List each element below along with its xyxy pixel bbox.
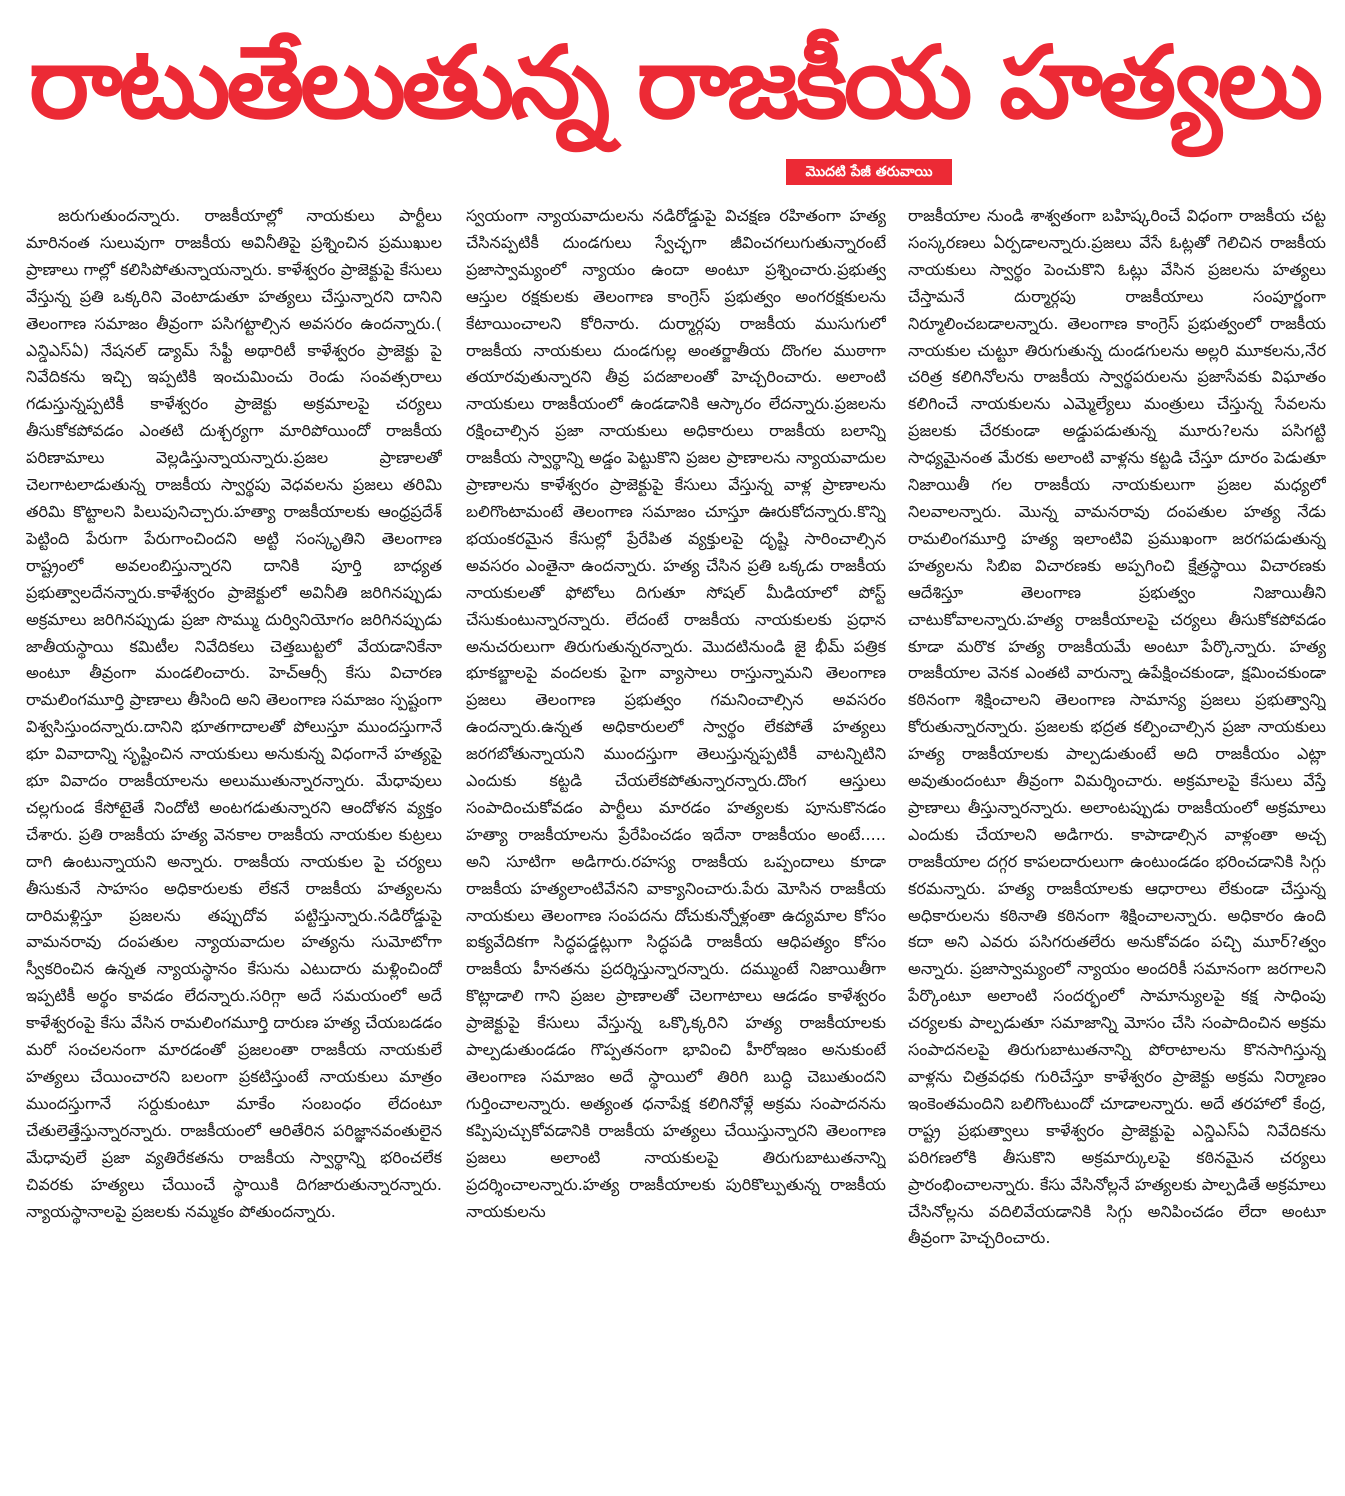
article-column-1-text: జరుగుతుందన్నారు. రాజకీయాల్లో నాయకులు పార్టీలు మారినంత సులువుగా రాజకీయ అవినీతిపై ప్రశ్నించిన ప్రముఖుల ప్రాణాలు గాల్లో కలిసిపోతున్నాయన్నారు. కాళేశ్వరం ప్రాజెక్టుపై కేసులు వేస్తున్న ప్రతి ఒక్కరిని వెంటాడుతూ హత్యలు చేస్తున్నారని దానిని తెలంగాణ సమాజం తీవ్రంగా పసిగట్టాల్సిన అవసరం ఉందన్నారు.( ఎన్డిఎస్ఏ) నేషనల్ డ్యామ్ సేఫ్టీ అథారిటీ కాళేశ్వరం ప్రాజెక్టు పై నివేదికను ఇచ్చి ఇప్పటికి ఇంచుమించు రెండు సంవత్సరాలు గడుస్తున్నప్పటికీ కాళేశ్వరం ప్రాజెక్టు అక్రమాలపై చర్యలు తీసుకోకపోవడం ఎంతటి దుశ్చర్యగా మారిపోయిందో రాజకీయ పరిణామాలు వెల్లడిస్తున్నాయన్నారు.ప్రజల ప్రాణాలతో చెలగాటలాడుతున్న రాజకీయ స్వార్థపు వెధవలను ప్రజలు తరిమి తరిమి కొట్టాలని పిలుపునిచ్చారు.హత్యా రాజకీయాలకు ఆంధ్రప్రదేశ్ పెట్టింది పేరుగా పేరుగాంచిందని అట్టి సంస్కృతిని తెలంగాణ రాష్ట్రంలో అవలంబిస్తున్నారని దానికి పూర్తి బాధ్యత ప్రభుత్వాలదేనన్నారు.కాళేశ్వరం ప్రాజెక్టులో అవినీతి జరిగినప్పుడు అక్రమాలు జరిగినప్పుడు ప్రజా సొమ్ము దుర్వినియోగం జరిగినప్పుడు జాతీయస్థాయి కమిటీల నివేదికలు చెత్తబుట్టలో వేయడానికేనా అంటూ తీవ్రంగా మండలించారు. హెచ్ఆర్సీ కేసు విచారణ రామలింగమూర్తి ప్రాణాలు తీసింది అని తెలంగాణ సమాజం స్పష్టంగా విశ్వసిస్తుందన్నారు.దానిని భూతగాదాలతో పోలుస్తూ ముందస్తుగానే భూ వివాదాన్ని సృష్టించిన నాయకులు అనుకున్న విధంగానే హత్యపై భూ వివాదం రాజకీయాలను అలుముతున్నారన్నారు. మేధావులు చల్లగుండ కేసోటైతే నిందోటి అంటగడుతున్నారని ఆందోళన వ్యక్తం చేశారు. ప్రతి రాజకీయ హత్య వెనకాల రాజకీయ నాయకుల కుట్రలు దాగి ఉంటున్నాయని అన్నారు. రాజకీయ నాయకుల పై చర్యలు తీసుకునే సాహసం అధికారులకు లేకనే రాజకీయ హత్యలను దారిమళ్లిస్తూ ప్రజలను తప్పుదోవ పట్టిస్తున్నారు.నడిరోడ్డుపై వామనరావు దంపతుల న్యాయవాదుల హత్యను సుమోటోగా స్వీకరించిన ఉన్నత న్యాయస్థానం కేసును ఎటుదారు మళ్లించిందో ఇప్పటికీ అర్థం కావడం లేదన్నారు.సరిగ్గా అదే సమయంలో అదే కాళేశ్వరంపై కేసు వేసిన రామలింగమూర్తి దారుణ హత్య చేయబడడం మరో సంచలనంగా మారడంతో ప్రజలంతా రాజకీయ నాయకులే హత్యలు చేయించారని బలంగా ప్రకటిస్తుంటే నాయకులు మాత్రం ముందస్తుగానే సర్దుకుంటూ మాకేం సంబంధం లేదంటూ చేతులెత్తేస్తున్నారన్నారు. రాజకీయంలో ఆరితేరిన పరిజ్ఞానవంతులైన మేధావులే ప్రజా వ్యతిరేకతను రాజకీయ స్వార్థాన్ని భరించలేక చివరకు హత్యలు చేయించే స్థాయికి దిగజారుతున్నారన్నారు. న్యాయస్థానాలపై ప్రజలకు నమ్మకం పోతుందన్నారు. bbox=[26, 206, 442, 1221]
article-column-2-text: స్వయంగా న్యాయవాదులను నడిరోడ్డుపై విచక్షణ రహితంగా హత్య చేసినప్పటికీ దుండగులు స్వేచ్ఛగా జీవించగలుగుతున్నారంటే ప్రజాస్వామ్యంలో న్యాయం ఉందా అంటూ ప్రశ్నించారు.ప్రభుత్వ ఆస్తుల రక్షకులకు తెలంగాణ కాంగ్రెస్ ప్రభుత్వం అంగరక్షకులను కేటాయించాలని కోరినారు. దుర్మార్గపు రాజకీయ ముసుగులో రాజకీయ నాయకులు దుండగుల్ల అంతర్జాతీయ దొంగల ముఠాగా తయారవుతున్నారని తీవ్ర పదజాలంతో హెచ్చరించారు. అలాంటి నాయకులు రాజకీయంలో ఉండడానికి ఆస్కారం లేదన్నారు.ప్రజలను రక్షించాల్సిన ప్రజా నాయకులు అధికారులు రాజకీయ బలాన్ని రాజకీయ స్వార్థాన్ని అడ్డం పెట్టుకొని ప్రజల ప్రాణాలను న్యాయవాదుల ప్రాణాలను కాళేశ్వరం ప్రాజెక్టుపై కేసులు వేస్తున్న వాళ్ల ప్రాణాలను బలిగొంటామంటే తెలంగాణ సమాజం చూస్తూ ఊరుకోదన్నారు.కొన్ని భయంకరమైన కేసుల్లో ప్రేరేపిత వ్యక్తులపై దృష్టి సారించాల్సిన అవసరం ఎంతైనా ఉందన్నారు. హత్య చేసిన ప్రతి ఒక్కడు రాజకీయ నాయకులతో ఫోటోలు దిగుతూ సోషల్ మీడియాలో పోస్ట్ చేసుకుంటున్నారన్నారు. లేదంటే రాజకీయ నాయకులకు ప్రధాన అనుచరులుగా తిరుగుతున్నరన్నారు. మొదటినుండి జై భీమ్ పత్రిక భూకబ్జాలపై వందలకు పైగా వ్యాసాలు రాస్తున్నామని తెలంగాణ ప్రజలు తెలంగాణ ప్రభుత్వం గమనించాల్సిన అవసరం ఉందన్నారు.ఉన్నత అధికారులలో స్వార్థం లేకపోతే హత్యలు జరగబోతున్నాయని ముందస్తుగా తెలుస్తున్నప్పటికీ వాటన్నిటిని ఎందుకు కట్టడి చేయలేకపోతున్నారన్నారు.దొంగ ఆస్తులు సంపాదించుకోవడం పార్టీలు మారడం హత్యలకు పూనుకొనడం హత్యా రాజకీయాలను ప్రేరేపించడం ఇదేనా రాజకీయం అంటే..... అని సూటిగా అడిగారు.రహస్య రాజకీయ ఒప్పందాలు కూడా రాజకీయ హత్యలాంటివేనని వాక్యానించారు.పేరు మోసిన రాజకీయ నాయకులు తెలంగాణ సంపదను దోచుకున్నోళ్లంతా ఉద్యమాల కోసం ఐక్యవేదికగా సిద్ధపడ్డట్లుగా సిద్ధపడి రాజకీయ ఆధిపత్యం కోసం రాజకీయ హీనతను ప్రదర్శిస్తున్నారన్నారు. దమ్ముంటే నిజాయితీగా కొట్లాడాలి గాని ప్రజల ప్రాణాలతో చెలగాటాలు ఆడడం కాళేశ్వరం ప్రాజెక్టుపై కేసులు వేస్తున్న ఒక్కొక్కరిని హత్య రాజకీయాలకు పాల్పడుతుండడం గొప్పతనంగా భావించి హీరోఇజం అనుకుంటే తెలంగాణ సమాజం అదే స్థాయిలో తిరిగి బుద్ధి చెబుతుందని గుర్తించాలన్నారు. అత్యంత ధనాపేక్ష కలిగినోళ్లే అక్రమ సంపాదనను కప్పిపుచ్చుకోవడానికి రాజకీయ హత్యలు చేయిస్తున్నారని తెలంగాణ ప్రజలు అలాంటి నాయకులపై తిరుగుబాటుతనాన్ని ప్రదర్శించాలన్నారు.హత్య రాజకీయాలకు పురికొల్పుతున్న రాజకీయ నాయకులను bbox=[466, 206, 886, 1221]
article-column-3 bbox=[908, 203, 1326, 1485]
article-column-1 bbox=[26, 203, 442, 1485]
article-column-2 bbox=[466, 203, 886, 1485]
continuation-label: మొదటి పేజీ తరువాయి bbox=[786, 159, 952, 185]
article-column-3-text: రాజకీయాల నుండి శాశ్వతంగా బహిష్కరించే విధంగా రాజకీయ చట్ట సంస్కరణలు ఏర్పడాలన్నారు.ప్రజలు వేసే ఓట్లతో గెలిచిన రాజకీయ నాయకులు స్వార్థం పెంచుకొని ఓట్లు వేసిన ప్రజలను హత్యలు చేస్తామనే దుర్మార్గపు రాజకీయాలు సంపూర్ణంగా నిర్మూలించబడాలన్నారు. తెలంగాణ కాంగ్రెస్ ప్రభుత్వంలో రాజకీయ నాయకుల చుట్టూ తిరుగుతున్న దుండగులను అల్లరి మూకలను,నేర చరిత్ర కలిగినోలను రాజకీయ స్వార్థపరులను ప్రజాసేవకు విఘాతం కలిగించే నాయకులను ఎమ్మెల్యేలు మంత్రులు చేస్తున్న సేవలను ప్రజలకు చేరకుండా అడ్డుపడుతున్న మూరు?లను పసిగట్టి సాధ్యమైనంత మేరకు అలాంటి వాళ్లను కట్టడి చేస్తూ దూరం పెడుతూ నిజాయితీ గల రాజకీయ నాయకులుగా ప్రజల మధ్యలో నిలవాలన్నారు. మొన్న వామనరావు దంపతుల హత్య నేడు రామలింగమూర్తి హత్య ఇలాంటివి ప్రముఖంగా జరగపడుతున్న హత్యలను సిబిఐ విచారణకు అప్పగించి క్షేత్రస్థాయి విచారణకు ఆదేశిస్తూ తెలంగాణ ప్రభుత్వం నిజాయితీని చాటుకోవాలన్నారు.హత్య రాజకీయాలపై చర్యలు తీసుకోకపోవడం కూడా మరొక హత్య రాజకీయమే అంటూ పేర్కొన్నారు. హత్య రాజకీయాల వెనక ఎంతటి వారున్నా ఉపేక్షించకుండా, క్షమించకుండా కఠినంగా శిక్షించాలని తెలంగాణ సామాన్య ప్రజలు ప్రభుత్వాన్ని కోరుతున్నారన్నారు. ప్రజలకు భద్రత కల్పించాల్సిన ప్రజా నాయకులు హత్య రాజకీయాలకు పాల్పడుతుంటే అది రాజకీయం ఎట్లా అవుతుందంటూ తీవ్రంగా విమర్శించారు. అక్రమాలపై కేసులు వేస్తే ప్రాణాలు తీస్తున్నారన్నారు. అలాంటప్పుడు రాజకీయంలో అక్రమాలు ఎందుకు చేయాలని అడిగారు. కాపాడాల్సిన వాళ్లంతా అచ్చ రాజకీయాల దగ్గర కాపలదారులుగా ఉంటుండడం భరించడానికి సిగ్గు కరమన్నారు. హత్య రాజకీయాలకు ఆధారాలు లేకుండా చేస్తున్న అధికారులను కఠినాతి కఠినంగా శిక్షించాలన్నారు. అధికారం ఉంది కదా అని ఎవరు పసిగరుతలేరు అనుకోవడం పచ్చి మూర్?త్వం అన్నారు. ప్రజాస్వామ్యంలో న్యాయం అందరికీ సమానంగా జరగాలని పేర్కొంటూ అలాంటి సందర్భంలో సామాన్యులపై కక్ష సాధింపు చర్యలకు పాల్పడుతూ సమాజాన్ని మోసం చేసి సంపాదించిన అక్రమ సంపాదనలపై తిరుగుబాటుతనాన్ని పోరాటాలను కొనసాగిస్తున్న వాళ్లను చిత్రవధకు గురిచేస్తూ కాళేశ్వరం ప్రాజెక్టు అక్రమ నిర్మాణం ఇంకెంతమందిని బలిగొంటుందో చూడాలన్నారు. అదే తరహాలో కేంద్ర, రాష్ట్ర ప్రభుత్వాలు కాళేశ్వరం ప్రాజెక్టుపై ఎన్డిఎస్ఏ నివేదికను పరిగణలోకి తీసుకొని అక్రమార్కులపై కఠినమైన చర్యలు ప్రారంభించాలన్నారు. కేసు వేసినోల్లనే హత్యలకు పాల్పడితే అక్రమాలు చేసినోల్లను వదిలివేయడానికి సిగ్గు అనిపించడం లేదా అంటూ తీవ్రంగా హెచ్చరించారు. bbox=[908, 206, 1326, 1248]
article-headline: రాటుతేలుతున్న రాజకీయ హత్యలు bbox=[28, 24, 1320, 141]
